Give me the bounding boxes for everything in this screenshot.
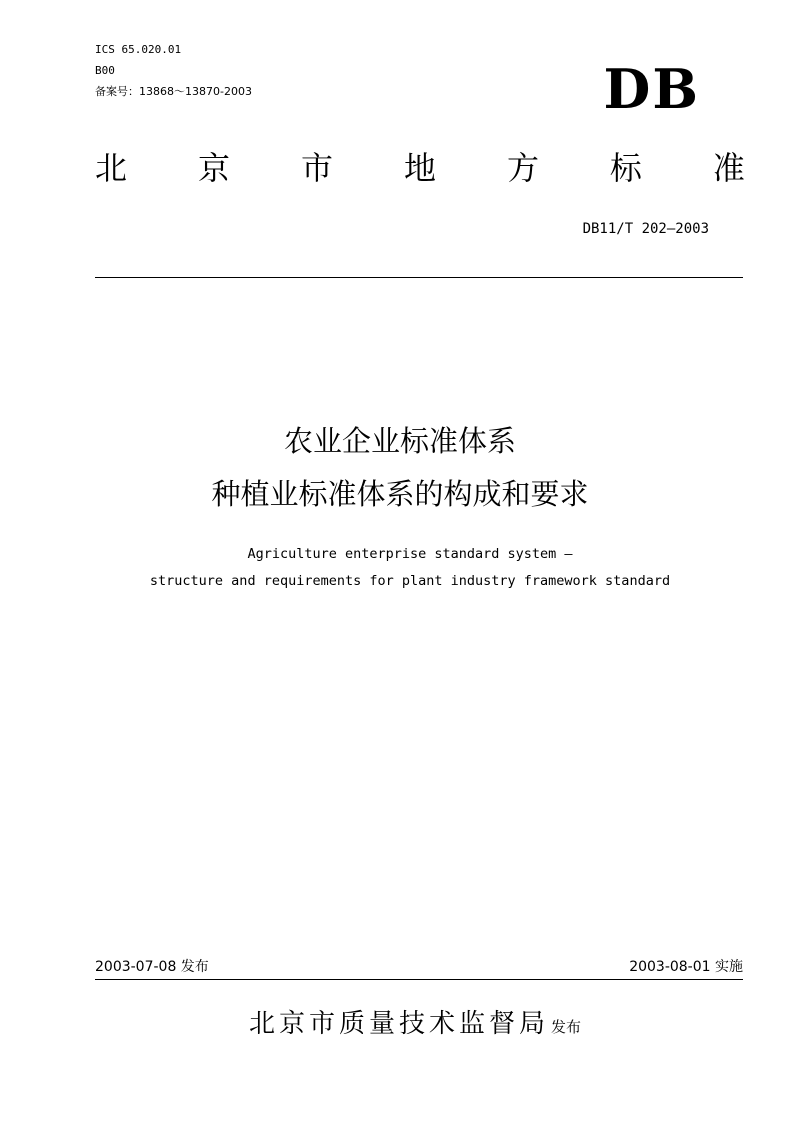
- standard-type-char: 京: [197, 149, 230, 187]
- standard-type-char: 准: [712, 149, 745, 187]
- footer-divider: [95, 979, 743, 980]
- title-english-line-1: Agriculture enterprise standard system —: [247, 546, 573, 562]
- issuer-line: [0, 1004, 800, 1047]
- title-chinese-line-1: 农业企业标准体系: [283, 424, 516, 458]
- standard-number: DB11/T 202—2003: [582, 221, 709, 237]
- implementation-date: 2003-08-01 实施: [629, 959, 743, 975]
- standard-type-char: 市: [300, 149, 333, 187]
- standard-type-char: 地: [403, 149, 436, 187]
- standard-type-char: 北: [95, 149, 128, 187]
- header-divider: [95, 277, 743, 278]
- ics-code: ICS 65.020.01: [95, 43, 182, 56]
- title-chinese-line-2: 种植业标准体系的构成和要求: [211, 477, 589, 511]
- standard-type-heading: [95, 146, 745, 190]
- standard-type-char: 方: [506, 149, 539, 187]
- filing-number: 备案号：13868～13870-2003: [95, 85, 252, 98]
- ccs-code: B00: [95, 64, 115, 77]
- issue-date: 2003-07-08 发布: [95, 959, 209, 975]
- title-english-line-2: structure and requirements for plant industry framework standard: [149, 573, 671, 589]
- standard-type-char: 标: [609, 149, 642, 187]
- issuer-name: 北京市质量技术监督局: [248, 1009, 549, 1039]
- db-logo: DB: [603, 57, 700, 121]
- issuer-action: 发布: [551, 1018, 582, 1036]
